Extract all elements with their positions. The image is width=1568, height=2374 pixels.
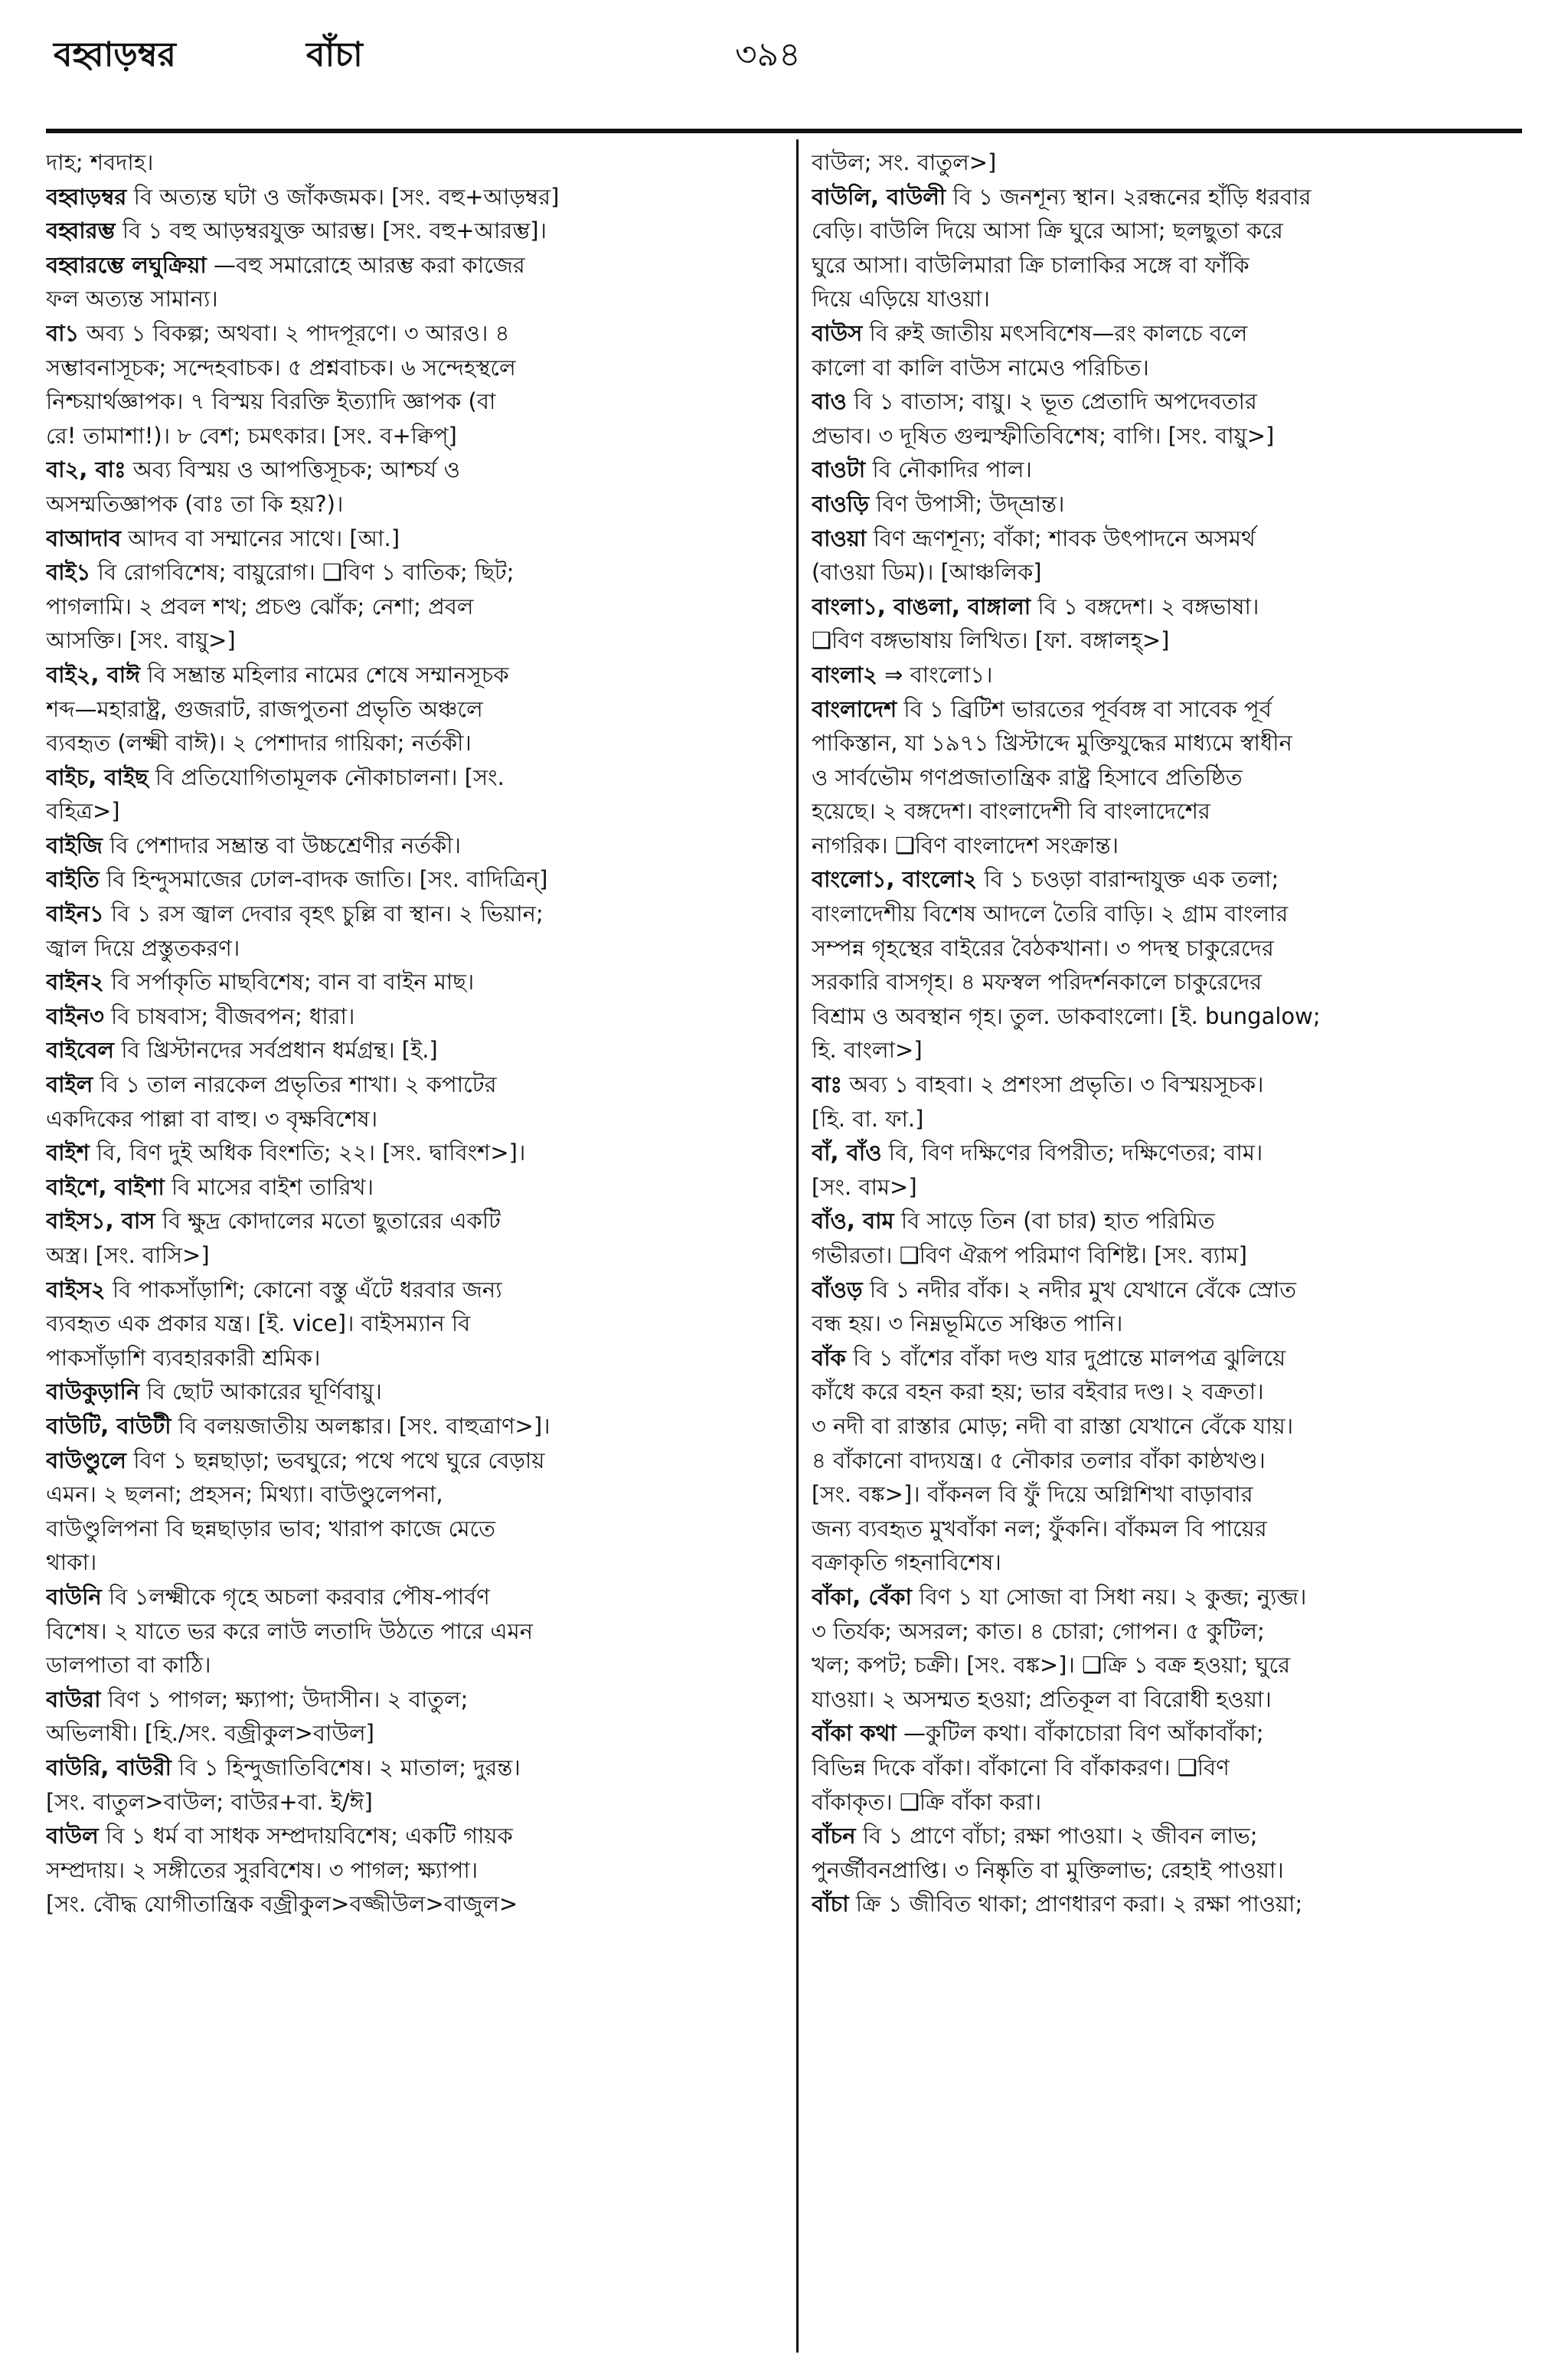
definition-text: শব্দ—মহারাষ্ট্র, গুজরাট, রাজপুতনা প্রভৃতি অঞ্চলে bbox=[46, 695, 483, 722]
definition-text: বি সম্ভ্রান্ত মহিলার নামের শেষে সম্মানসূচক bbox=[147, 661, 509, 688]
definition-text: সম্পন্ন গৃহস্থের বাইরের বৈঠকখানা। ৩ পদস্থ চাকুরেদের bbox=[812, 934, 1274, 961]
definition-text: বহিত্র>] bbox=[46, 798, 120, 825]
headword: বাইশ bbox=[46, 1140, 90, 1166]
definition-text: থাকা। bbox=[46, 1549, 97, 1576]
headword: বাইস১, বাস bbox=[46, 1208, 155, 1234]
headword: বাওটা bbox=[812, 456, 866, 483]
right-column bbox=[812, 146, 1547, 2351]
entry-line bbox=[46, 1716, 781, 1751]
entry-line bbox=[812, 1716, 1547, 1751]
entry-line bbox=[46, 999, 781, 1034]
headword: বাঁওড় bbox=[812, 1276, 863, 1303]
definition-text: আদব বা সম্মানের সাথে। [আ.] bbox=[128, 525, 400, 551]
entry-line bbox=[46, 1444, 781, 1478]
definition-text: দাহ; শবদাহ। bbox=[46, 149, 154, 175]
entry-line bbox=[46, 1409, 781, 1444]
entry-line bbox=[812, 1238, 1547, 1273]
entry-line bbox=[46, 351, 781, 385]
header-rule bbox=[46, 129, 1522, 133]
definition-text: বি খ্রিস্টানদের সর্বপ্রধান ধর্মগ্রন্থ। [ই.] bbox=[121, 1037, 438, 1064]
definition-text: বি ১লক্ষ্মীকে গৃহে অচলা করবার পৌষ-পার্বণ bbox=[108, 1583, 490, 1610]
entry-line bbox=[46, 522, 781, 556]
entry-line bbox=[812, 829, 1547, 863]
definition-text: বি সর্পাকৃতি মাছবিশেষ; বান বা বাইন মাছ। bbox=[111, 969, 475, 996]
definition-text: বক্রাকৃতি গহনাবিশেষ। bbox=[812, 1549, 1001, 1576]
entry-line bbox=[812, 965, 1547, 999]
headword: বাংলাদেশ bbox=[812, 695, 897, 722]
headword: বা১ bbox=[46, 319, 80, 346]
definition-text: কালো বা কালি বাউস নামেও পরিচিত। bbox=[812, 354, 1149, 381]
headword: বাআদাব bbox=[46, 525, 122, 551]
definition-text: অসম্মতিজ্ঞাপক (বাঃ তা কি হয়?)। bbox=[46, 490, 344, 517]
headword: বাইল bbox=[46, 1071, 93, 1098]
entry-line bbox=[812, 1887, 1547, 1921]
definition-text: বি প্রতিযোগিতামূলক নৌকাচালনা। [সং. bbox=[155, 764, 505, 790]
definition-text: বি ১ তাল নারকেল প্রভৃতির শাখা। ২ কপাটের bbox=[100, 1071, 497, 1098]
headword: বাউল bbox=[46, 1823, 99, 1849]
definition-text: বি ১ জনশূন্য স্থান। ২রন্ধনের হাঁড়ি ধরবার bbox=[952, 183, 1312, 210]
entry-line bbox=[46, 1306, 781, 1341]
entry-line bbox=[812, 1409, 1547, 1444]
definition-text: ৩ নদী বা রাস্তার মোড়; নদী বা রাস্তা যেখানে বেঁকে যায়। bbox=[812, 1412, 1294, 1439]
entry-line bbox=[812, 180, 1547, 214]
entry-line bbox=[812, 1341, 1547, 1375]
definition-text: দিয়ে এড়িয়ে যাওয়া। bbox=[812, 286, 990, 312]
left-column bbox=[46, 146, 781, 2351]
left-guide-word: বহ্বাড়ম্বর bbox=[54, 35, 176, 74]
entry-line bbox=[46, 692, 781, 727]
entry-line bbox=[812, 351, 1547, 385]
definition-text: ❑বিণ বঙ্গভাষায় লিখিত। [ফা. বঙ্গালহ্>] bbox=[812, 627, 1170, 654]
entry-line bbox=[46, 1512, 781, 1546]
headword: বাওয়া bbox=[812, 525, 867, 551]
entry-line bbox=[46, 453, 781, 487]
definition-text: অব্য বিস্ময় ও আপত্তিসূচক; আশ্চর্য ও bbox=[132, 456, 460, 483]
headword: বাউলি, বাউলী bbox=[812, 183, 946, 210]
definition-text: বি ১ প্রাণে বাঁচা; রক্ষা পাওয়া। ২ জীবন লাভ; bbox=[862, 1823, 1258, 1849]
entry-line bbox=[812, 658, 1547, 692]
entry-line bbox=[812, 1512, 1547, 1546]
definition-text: —বহু সমারোহে আরম্ভ করা কাজের bbox=[214, 251, 525, 278]
entry-line bbox=[46, 1887, 781, 1921]
entry-line bbox=[46, 1102, 781, 1136]
entry-line bbox=[812, 897, 1547, 931]
entry-line bbox=[812, 316, 1547, 351]
definition-text: বি বলয়জাতীয় অলঙ্কার। [সং. বাহুত্রাণ>]। bbox=[178, 1412, 550, 1439]
headword: বাওড়ি bbox=[812, 490, 869, 517]
headword: বাইচ, বাইছ bbox=[46, 764, 149, 790]
entry-line bbox=[46, 1068, 781, 1102]
headword: বাঁক bbox=[812, 1344, 846, 1371]
entry-line bbox=[46, 1238, 781, 1273]
headword: বাই১ bbox=[46, 559, 91, 586]
entry-line bbox=[812, 692, 1547, 727]
entry-line bbox=[812, 1204, 1547, 1238]
definition-text: বাউণ্ডুলিপনা বি ছন্নছাড়ার ভাব; খারাপ কাজে মেতে bbox=[46, 1515, 495, 1542]
headword: বহ্বাড়ম্বর bbox=[46, 183, 127, 210]
definition-text: বিভিন্ন দিকে বাঁকা। বাঁকানো বি বাঁকাকরণ। ❑বিণ bbox=[812, 1754, 1230, 1780]
headword: বাইতি bbox=[46, 866, 100, 893]
entry-line bbox=[46, 1614, 781, 1649]
headword: বাউরা bbox=[46, 1686, 101, 1712]
entry-line bbox=[812, 1136, 1547, 1170]
definition-text: বাউল; সং. বাতুল>] bbox=[812, 149, 997, 175]
definition-text: পাকিস্তান, যা ১৯৭১ খ্রিস্টাব্দে মুক্তিযুদ্ধের মাধ্যমে স্বাধীন bbox=[812, 730, 1292, 757]
definition-text: রে! তামাশা!)। ৮ বেশ; চমৎকার। [সং. ব+ক্বিপ্] bbox=[46, 422, 457, 449]
definition-text: বি অত্যন্ত ঘটা ও জাঁকজমক। [সং. বহু+আড়ম্বর] bbox=[133, 183, 560, 210]
definition-text: বি পেশাদার সম্ভ্রান্ত বা উচ্চশ্রেণীর নর্তকী। bbox=[109, 832, 461, 858]
entry-line bbox=[812, 794, 1547, 829]
definition-text: [সং. বাতুল>বাউল; বাউর+বা. ই/ঈ] bbox=[46, 1788, 373, 1815]
entry-line bbox=[46, 1375, 781, 1409]
entry-line bbox=[812, 1853, 1547, 1888]
definition-text: —কুটিল কথা। বাঁকাচোরা বিণ আঁকাবাঁকা; bbox=[903, 1720, 1264, 1747]
definition-text: ব্যবহৃত এক প্রকার যন্ত্র। [ই. vice]। বাইসম্যান বি bbox=[46, 1310, 471, 1337]
entry-line bbox=[812, 522, 1547, 556]
entry-line bbox=[812, 214, 1547, 248]
definition-text: ডালপাতা বা কাঠি। bbox=[46, 1652, 211, 1679]
entry-line bbox=[46, 1751, 781, 1785]
entry-line bbox=[46, 1033, 781, 1068]
definition-text: বন্ধ হয়। ৩ নিম্নভূমিতে সঞ্চিত পানি। bbox=[812, 1310, 1123, 1337]
right-guide-word: বাঁচা bbox=[306, 35, 363, 74]
headword: বহ্বারম্ভ bbox=[46, 217, 116, 244]
entry-line bbox=[46, 1273, 781, 1307]
entry-line bbox=[812, 931, 1547, 966]
entry-line bbox=[812, 1648, 1547, 1682]
definition-text: বিণ ১ যা সোজা বা সিধা নয়। ২ কুব্জ; ন্যুব্জ। bbox=[919, 1583, 1307, 1610]
headword: বাউরি, বাউরী bbox=[46, 1754, 172, 1780]
entry-line bbox=[812, 1545, 1547, 1580]
entry-line bbox=[46, 794, 781, 829]
entry-line bbox=[46, 1170, 781, 1205]
entry-line bbox=[812, 282, 1547, 316]
entry-line bbox=[46, 1204, 781, 1238]
definition-text: হি. বাংলা>] bbox=[812, 1037, 923, 1064]
entry-line bbox=[46, 1648, 781, 1682]
definition-text: [সং. বঙ্ক>]। বাঁকনল বি ফুঁ দিয়ে অগ্নিশিখা বাড়াবার bbox=[812, 1481, 1253, 1508]
definition-text: বি ১ চওড়া বারান্দাযুক্ত এক তলা; bbox=[984, 866, 1279, 893]
definition-text: বি ১ নদীর বাঁক। ২ নদীর মুখ যেখানে বেঁকে স্রোত bbox=[869, 1276, 1297, 1303]
definition-text: [সং. বৌদ্ধ যোগীতান্ত্রিক বজ্রীকুল>বজ্জীউল>বাজুল> bbox=[46, 1891, 518, 1918]
entry-line bbox=[46, 1477, 781, 1512]
entry-line bbox=[46, 419, 781, 453]
entry-line bbox=[46, 214, 781, 248]
definition-text: জন্য ব্যবহৃত মুখবাঁকা নল; ফুঁকনি। বাঁকমল বি পায়ের bbox=[812, 1515, 1267, 1542]
definition-text: বিণ উপাসী; উদ্‌ভ্রান্ত। bbox=[876, 490, 1065, 517]
entry-line bbox=[46, 658, 781, 692]
entry-line bbox=[46, 760, 781, 795]
definition-text: গভীরতা। ❑বিণ ঐরূপ পরিমাণ বিশিষ্ট। [সং. ব্যাম] bbox=[812, 1242, 1247, 1268]
entry-line bbox=[812, 1444, 1547, 1478]
definition-text: বি ক্ষুদ্র কোদালের মতো ছুতারের একটি bbox=[162, 1208, 501, 1234]
entry-line bbox=[46, 1341, 781, 1375]
entry-line bbox=[46, 862, 781, 897]
entry-line bbox=[46, 897, 781, 931]
definition-text: পাগলামি। ২ প্রবল শখ; প্রচণ্ড ঝোঁক; নেশা; প্রবল bbox=[46, 593, 474, 620]
definition-text: খল; কপট; চক্রী। [সং. বঙ্ক>]। ❑ক্রি ১ বক্র হওয়া; ঘুরে bbox=[812, 1652, 1291, 1679]
definition-text: বিশেষ। ২ যাতে ভর করে লাউ লতাদি উঠতে পারে এমন bbox=[46, 1617, 534, 1644]
definition-text: [সং. বাম>] bbox=[812, 1173, 917, 1200]
definition-text: বি নৌকাদির পাল। bbox=[872, 456, 1032, 483]
definition-text: বি পাকসাঁড়াশি; কোনো বস্তু এঁটে ধরবার জন্য bbox=[112, 1276, 502, 1303]
definition-text: পাকসাঁড়াশি ব্যবহারকারী শ্রমিক। bbox=[46, 1344, 321, 1371]
entry-line bbox=[812, 384, 1547, 419]
entry-line bbox=[812, 248, 1547, 283]
entry-line bbox=[812, 1682, 1547, 1717]
headword: বাঁও, বাম bbox=[812, 1208, 894, 1234]
definition-text: বি ১ ব্রিটিশ ভারতের পূর্ববঙ্গ বা সাবেক পূর্ব bbox=[903, 695, 1272, 722]
entry-line bbox=[46, 623, 781, 658]
definition-text: নিশ্চয়ার্থজ্ঞাপক। ৭ বিস্ময় বিরক্তি ইত্যাদি জ্ঞাপক (বা bbox=[46, 388, 496, 415]
definition-text: এমন। ২ ছলনা; প্রহসন; মিথ্যা। বাউণ্ডুলেপনা, bbox=[46, 1481, 443, 1508]
entry-line bbox=[46, 726, 781, 760]
definition-text: ক্রি ১ জীবিত থাকা; প্রাণধারণ করা। ২ রক্ষা পাওয়া; bbox=[855, 1891, 1303, 1918]
definition-text: [হি. বা. ফা.] bbox=[812, 1105, 924, 1132]
headword: বাইস২ bbox=[46, 1276, 106, 1303]
entry-line bbox=[812, 1751, 1547, 1785]
headword: বাইবেল bbox=[46, 1037, 115, 1064]
definition-text: সম্প্রদায়। ২ সঙ্গীতের সুরবিশেষ। ৩ পাগল; ক্ষ্যাপা। bbox=[46, 1856, 479, 1883]
headword: বাঁচা bbox=[812, 1891, 849, 1918]
entry-line bbox=[812, 1614, 1547, 1649]
definition-text: বি ছোট আকারের ঘূর্ণিবায়ু। bbox=[146, 1378, 382, 1405]
entry-line bbox=[46, 590, 781, 624]
entry-line bbox=[812, 1033, 1547, 1068]
entry-line bbox=[46, 248, 781, 283]
definition-text: বি ১ বাতাস; বায়ু। ২ ভূত প্রেতাদি অপদেবতার bbox=[854, 388, 1257, 415]
entry-line bbox=[812, 999, 1547, 1034]
entry-line bbox=[46, 555, 781, 590]
entry-line bbox=[46, 1682, 781, 1717]
entry-line bbox=[812, 1375, 1547, 1409]
definition-text: অস্ত্র। [সং. বাসি>] bbox=[46, 1242, 210, 1268]
headword: বাও bbox=[812, 388, 847, 415]
definition-text: বি ১ বহু আড়ম্বরযুক্ত আরম্ভ। [সং. বহু+আরম্ভ]। bbox=[122, 217, 547, 244]
definition-text: অব্য ১ বাহবা। ২ প্রশংসা প্রভৃতি। ৩ বিস্ময়সূচক। bbox=[849, 1071, 1264, 1098]
headword: বাই২, বাঈ bbox=[46, 661, 141, 688]
definition-text: যাওয়া। ২ অসম্মত হওয়া; প্রতিকূল বা বিরোধী হওয়া। bbox=[812, 1686, 1272, 1712]
entry-line bbox=[46, 965, 781, 999]
headword: বাইন২ bbox=[46, 969, 104, 996]
definition-text: প্রভাব। ৩ দূষিত গুল্মস্ফীতিবিশেষ; বাগি। [সং. বায়ু>] bbox=[812, 422, 1275, 449]
entry-line bbox=[812, 1785, 1547, 1820]
headword: বাইন৩ bbox=[46, 1002, 104, 1029]
entry-line bbox=[46, 1785, 781, 1820]
entry-line bbox=[812, 1273, 1547, 1307]
definition-text: ঘুরে আসা। বাউলিমারা ক্রি চালাকির সঙ্গে বা ফাঁকি bbox=[812, 251, 1250, 278]
headword: বাঁ, বাঁও bbox=[812, 1140, 882, 1166]
entry-line bbox=[812, 419, 1547, 453]
entry-line bbox=[812, 1102, 1547, 1136]
entry-line bbox=[46, 1136, 781, 1170]
entry-line bbox=[812, 1819, 1547, 1853]
entry-line bbox=[46, 829, 781, 863]
definition-text: বি ১ হিন্দুজাতিবিশেষ। ২ মাতাল; দুরন্ত। bbox=[178, 1754, 521, 1780]
headword: বাউনি bbox=[46, 1583, 102, 1610]
definition-text: সরকারি বাসগৃহ। ৪ মফস্বল পরিদর্শনকালে চাকুরেদের bbox=[812, 969, 1263, 996]
definition-text: বিণ ভ্রূণশূন্য; বাঁকা; শাবক উৎপাদনে অসমর্থ bbox=[873, 525, 1256, 551]
entry-line bbox=[812, 590, 1547, 624]
definition-text: ব্যবহৃত (লক্ষ্মী বাঈ)। ২ পেশাদার গায়িকা; নর্তকী। bbox=[46, 730, 472, 757]
entry-line bbox=[812, 862, 1547, 897]
headword: বাঁকা, বেঁকা bbox=[812, 1583, 912, 1610]
page-header bbox=[46, 23, 1522, 92]
definition-text: আসক্তি। [সং. বায়ু>] bbox=[46, 627, 236, 654]
entry-line bbox=[46, 1853, 781, 1888]
entry-line bbox=[812, 1477, 1547, 1512]
definition-text: বি ১ রস জ্বাল দেবার বৃহৎ চুল্লি বা স্থান। ২ ভিয়ান; bbox=[110, 901, 544, 927]
entry-line bbox=[46, 146, 781, 180]
headword: বাইন১ bbox=[46, 901, 104, 927]
definition-text: ফল অত্যন্ত সামান্য। bbox=[46, 286, 218, 312]
definition-text: অভিলাষী। [হি./সং. বজ্রীকুল>বাউল] bbox=[46, 1720, 374, 1747]
entry-line bbox=[46, 316, 781, 351]
entry-line bbox=[46, 1580, 781, 1614]
definition-text: বি ১ ধর্ম বা সাধক সম্প্রদায়বিশেষ; একটি গায়ক bbox=[105, 1823, 513, 1849]
headword: বাউটি, বাউটী bbox=[46, 1412, 172, 1439]
definition-text: ও সার্বভৌম গণপ্রজাতান্ত্রিক রাষ্ট্র হিসাবে প্রতিষ্ঠিত bbox=[812, 764, 1243, 790]
definition-text: বাংলাদেশীয় বিশেষ আদলে তৈরি বাড়ি। ২ গ্রাম বাংলার bbox=[812, 901, 1289, 927]
definition-text: বি মাসের বাইশ তারিখ। bbox=[171, 1173, 374, 1200]
entry-line bbox=[46, 1545, 781, 1580]
headword: বাউস bbox=[812, 319, 863, 346]
definition-text: ৩ তির্যক; অসরল; কাত। ৪ চোরা; গোপন। ৫ কুটিল; bbox=[812, 1617, 1265, 1644]
definition-text: বি রোগবিশেষ; বায়ুরোগ। ❑বিণ ১ বাতিক; ছিট; bbox=[97, 559, 514, 586]
definition-text: হয়েছে। ২ বঙ্গদেশ। বাংলাদেশী বি বাংলাদেশের bbox=[812, 798, 1210, 825]
definition-text: (বাওয়া ডিম)। [আঞ্চলিক] bbox=[812, 559, 1042, 586]
definition-text: বিণ ১ পাগল; ক্ষ্যাপা; উদাসীন। ২ বাতুল; bbox=[107, 1686, 469, 1712]
entry-line bbox=[812, 146, 1547, 180]
definition-text: বি ১ বঙ্গদেশ। ২ বঙ্গভাষা। bbox=[1037, 593, 1259, 620]
entry-line bbox=[812, 623, 1547, 658]
entry-line bbox=[812, 1580, 1547, 1614]
entry-line bbox=[812, 487, 1547, 522]
headword: বাঁচন bbox=[812, 1823, 856, 1849]
definition-text: বি রুই জাতীয় মৎসবিশেষ—রং কালচে বলে bbox=[869, 319, 1248, 346]
headword: বাংলা১, বাঙলা, বাঙ্গালা bbox=[812, 593, 1031, 620]
entry-line bbox=[46, 180, 781, 214]
entry-line bbox=[46, 487, 781, 522]
definition-text: বেড়ি। বাউলি দিয়ে আসা ক্রি ঘুরে আসা; ছলছুতা করে bbox=[812, 217, 1283, 244]
definition-text: বি চাষবাস; বীজবপন; ধারা। bbox=[111, 1002, 355, 1029]
definition-text: কাঁধে করে বহন করা হয়; ভার বইবার দণ্ড। ২ বক্রতা। bbox=[812, 1378, 1264, 1405]
definition-text: নাগরিক। ❑বিণ বাংলাদেশ সংক্রান্ত। bbox=[812, 832, 1119, 858]
definition-text: বিণ ১ ছন্নছাড়া; ভবঘুরে; পথে পথে ঘুরে বেড়ায় bbox=[133, 1447, 545, 1473]
headword: বাইশে, বাইশা bbox=[46, 1173, 165, 1200]
entry-line bbox=[46, 1819, 781, 1853]
definition-text: বাঁকাকৃত। ❑ক্রি বাঁকা করা। bbox=[812, 1788, 1042, 1815]
definition-text: বি সাড়ে তিন (বা চার) হাত পরিমিত bbox=[900, 1208, 1215, 1234]
entry-line bbox=[812, 555, 1547, 590]
headword: বাইজি bbox=[46, 832, 103, 858]
definition-text: বি, বিণ দক্ষিণের বিপরীত; দক্ষিণেতর; বাম। bbox=[888, 1140, 1263, 1166]
definition-text: বি ১ বাঁশের বাঁকা দণ্ড যার দুপ্রান্তে মালপত্র ঝুলিয়ে bbox=[853, 1344, 1286, 1371]
definition-text: একদিকের পাল্লা বা বাহু। ৩ বৃক্ষবিশেষ। bbox=[46, 1105, 378, 1132]
entry-line bbox=[46, 931, 781, 966]
definition-text: বি, বিণ দুই অধিক বিংশতি; ২২। [সং. দ্বাবিংশ>]। bbox=[96, 1140, 526, 1166]
page-number: ৩৯৪ bbox=[735, 35, 801, 74]
headword: বাউণ্ডুলে bbox=[46, 1447, 126, 1473]
definition-text: অব্য ১ বিকল্প; অথবা। ২ পাদপূরণে। ৩ আরও। ৪ bbox=[86, 319, 510, 346]
headword: বাঃ bbox=[812, 1071, 843, 1098]
definition-text: ৪ বাঁকানো বাদ্যযন্ত্র। ৫ নৌকার তলার বাঁকা কাষ্ঠখণ্ড। bbox=[812, 1447, 1266, 1473]
entry-line bbox=[46, 384, 781, 419]
entry-line bbox=[812, 1068, 1547, 1102]
definition-text: পুনর্জীবনপ্রাপ্তি। ৩ নিষ্কৃতি বা মুক্তিলাভ; রেহাই পাওয়া। bbox=[812, 1856, 1284, 1883]
definition-text: সম্ভাবনাসূচক; সন্দেহবাচক। ৫ প্রশ্নবাচক। ৬ সন্দেহস্থলে bbox=[46, 354, 516, 381]
entry-line bbox=[812, 760, 1547, 795]
definition-text: ⇒ বাংলো১। bbox=[884, 661, 993, 688]
entry-line bbox=[46, 282, 781, 316]
entry-line bbox=[812, 1306, 1547, 1341]
entry-line bbox=[812, 726, 1547, 760]
headword: বহ্বারম্ভে লঘুক্রিয়া bbox=[46, 251, 207, 278]
definition-text: বিশ্রাম ও অবস্থান গৃহ। তুল. ডাকবাংলো। [ই. bungalow; bbox=[812, 1002, 1321, 1029]
headword: বাউকুড়ানি bbox=[46, 1378, 140, 1405]
headword: বাংলো১, বাংলো২ bbox=[812, 866, 978, 893]
headword: বা২, বাঃ bbox=[46, 456, 126, 483]
definition-text: বি হিন্দুসমাজের ঢোল-বাদক জাতি। [সং. বাদিত্রিন্] bbox=[106, 866, 548, 893]
entry-line bbox=[812, 1170, 1547, 1205]
headword: বাঁকা কথা bbox=[812, 1720, 897, 1747]
definition-text: জ্বাল দিয়ে প্রস্তুতকরণ। bbox=[46, 934, 240, 961]
headword: বাংলা২ bbox=[812, 661, 877, 688]
column-divider bbox=[796, 139, 799, 2353]
entry-line bbox=[812, 453, 1547, 487]
